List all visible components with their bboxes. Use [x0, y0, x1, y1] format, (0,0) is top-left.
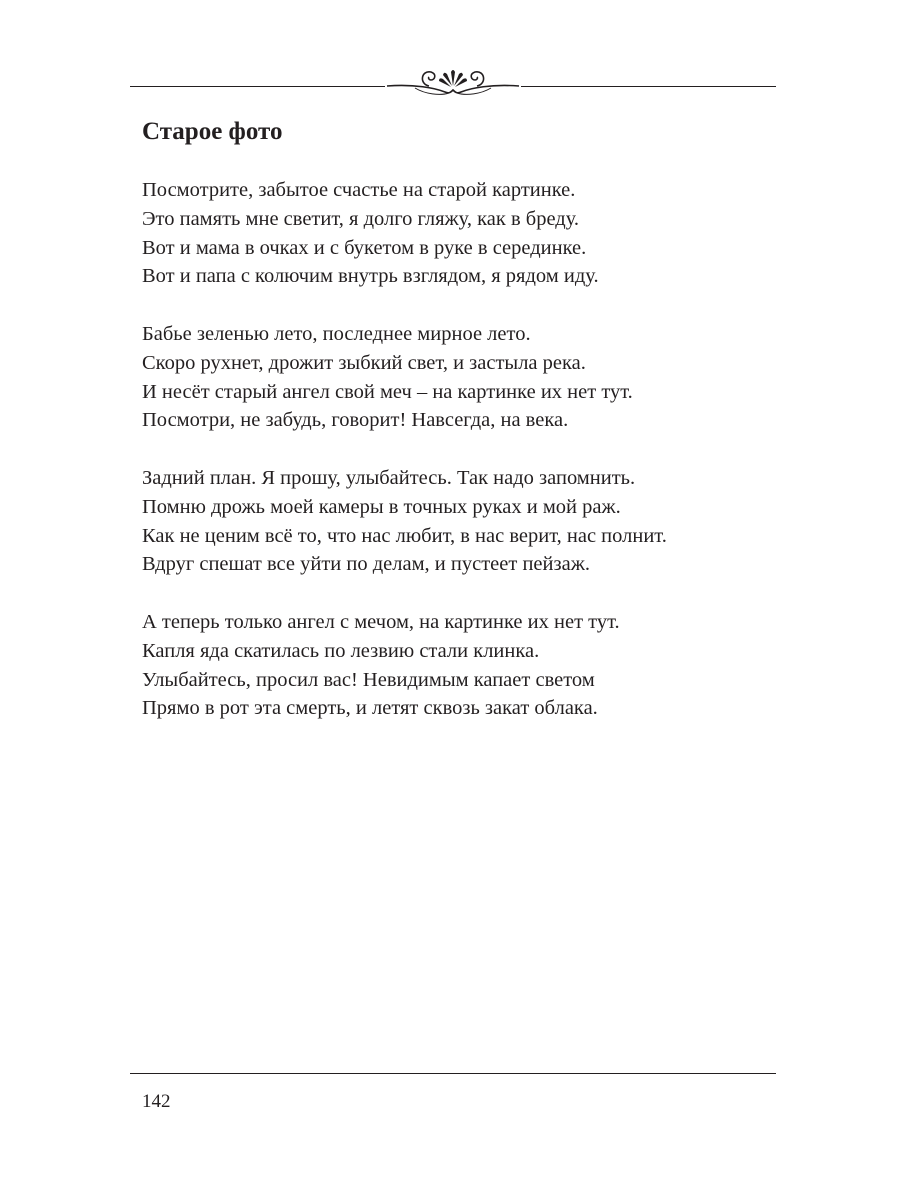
poem-line: А теперь только ангел с мечом, на картинке их нет тут. — [142, 610, 620, 633]
poem-line: Как не ценим всё то, что нас любит, в нас верит, нас полнит. — [142, 524, 667, 547]
poem-line: Прямо в рот эта смерть, и летят сквозь закат облака. — [142, 697, 598, 720]
flourish-divider-icon — [385, 62, 521, 102]
stanza — [142, 320, 667, 435]
poem-line: Вот и мама в очках и с букетом в руке в серединке. — [142, 236, 587, 259]
poem-line: Капля яда скатилась по лезвию стали клинка. — [142, 639, 540, 662]
poem-line: Вот и папа с колючим внутрь взглядом, я рядом иду. — [142, 265, 599, 288]
poem-line: И несёт старый ангел свой меч – на картинке их нет тут. — [142, 380, 633, 403]
poem-line: Это память мне светит, я долго гляжу, как в бреду. — [142, 207, 580, 230]
poem-body — [142, 176, 667, 752]
poem-line: Посмотри, не забудь, говорит! Навсегда, на века. — [142, 409, 569, 432]
stanza — [142, 176, 667, 291]
page-number: 142 — [142, 1091, 171, 1112]
poem-line: Вдруг спешат все уйти по делам, и пустеет пейзаж. — [142, 553, 590, 576]
footer-rule — [130, 1073, 776, 1074]
stanza — [142, 608, 667, 723]
poem-line: Задний план. Я прошу, улыбайтесь. Так надо запомнить. — [142, 466, 636, 489]
poem-line: Посмотрите, забытое счастье на старой картинке. — [142, 179, 576, 201]
poem-line: Улыбайтесь, просил вас! Невидимым капает светом — [142, 668, 595, 691]
poem-line: Помню дрожь моей камеры в точных руках и мой раж. — [142, 495, 621, 518]
poem-line: Скоро рухнет, дрожит зыбкий свет, и застыла река. — [142, 351, 586, 374]
stanza — [142, 464, 667, 579]
poem-title: Старое фото — [142, 118, 283, 145]
poem-line: Бабье зеленью лето, последнее мирное лето. — [142, 322, 531, 345]
